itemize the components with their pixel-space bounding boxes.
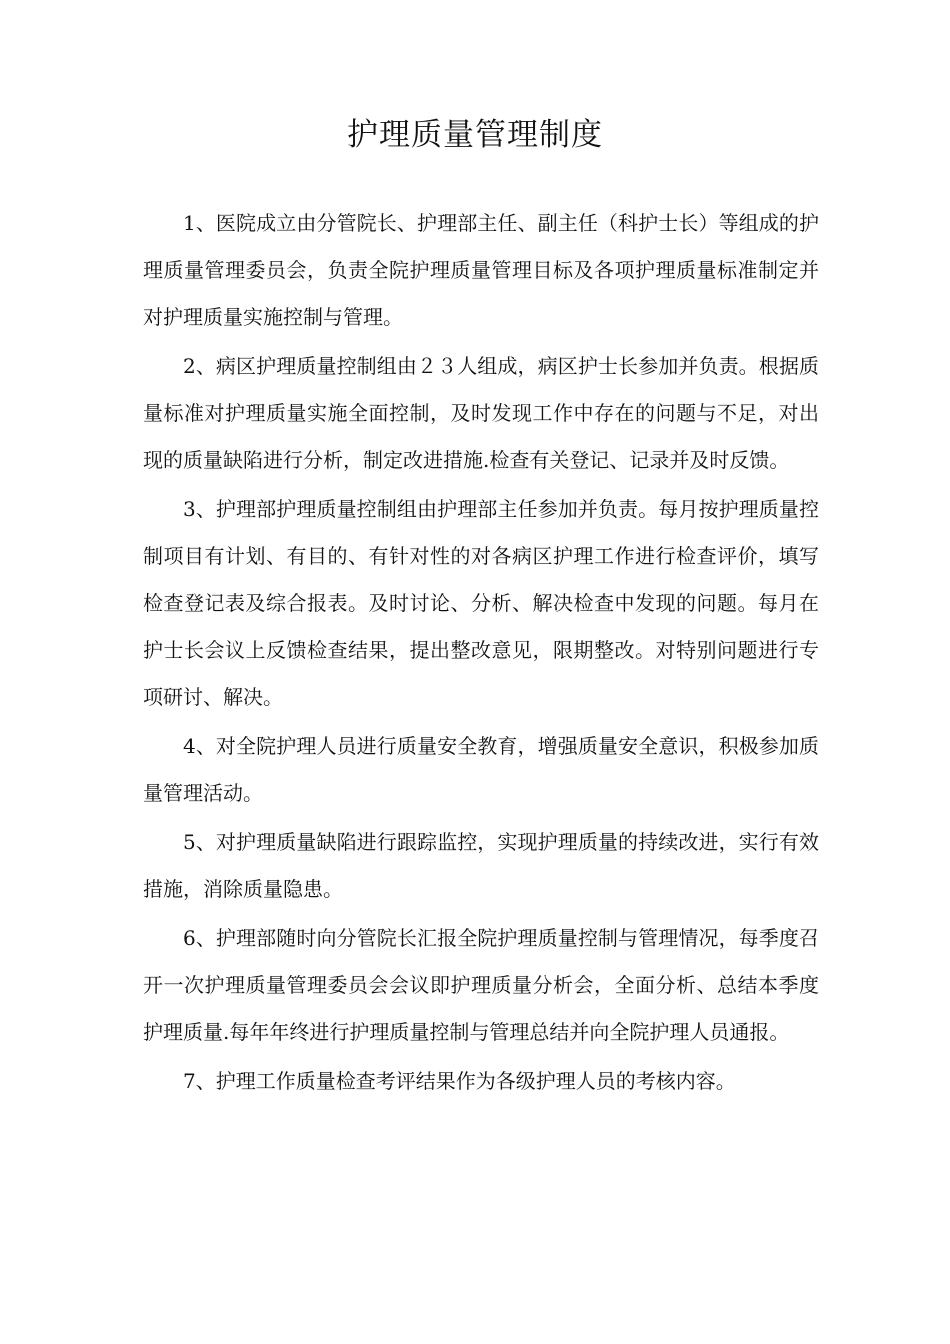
paragraph-1: 1、医院成立由分管院长、护理部主任、副主任（科护士长）等组成的护理质量管理委员会，负责全院护理质量管理目标及各项护理质量标准制定并对护理质量实施控制与管理。	[143, 211, 819, 329]
paragraph-2: 2、病区护理质量控制组由２３人组成，病区护士长参加并负责。根据质量标准对护理质量实施全面控制，及时发现工作中存在的问题与不足，对出现的质量缺陷进行分析，制定改进措施.检查有关登记、记录并及时反馈。	[143, 354, 819, 472]
document-title: 护理质量管理制度	[347, 117, 603, 153]
paragraph-7: 7、护理工作质量检查考评结果作为各级护理人员的考核内容。	[183, 1069, 736, 1093]
document-body	[143, 200, 819, 1105]
paragraph-3: 3、护理部护理质量控制组由护理部主任参加并负责。每月按护理质量控制项目有计划、有目的、有针对性的对各病区护理工作进行检查评价，填写检查登记表及综合报表。及时讨论、分析、解决检查中发现的问题。每月在护士长会议上反馈检查结果，提出整改意见，限期整改。对特别问题进行专项研讨、解决。	[143, 497, 819, 709]
paragraph-4: 4、对全院护理人员进行质量安全教育，增强质量安全意识，积极参加质量管理活动。	[143, 734, 819, 805]
paragraph-5: 5、对护理质量缺陷进行跟踪监控，实现护理质量的持续改进，实行有效措施，消除质量隐患。	[143, 830, 819, 901]
paragraph-6: 6、护理部随时向分管院长汇报全院护理质量控制与管理情况，每季度召开一次护理质量管理委员会会议即护理质量分析会，全面分析、总结本季度护理质量.每年年终进行护理质量控制与管理总结并向全院护理人员通报。	[143, 926, 819, 1044]
